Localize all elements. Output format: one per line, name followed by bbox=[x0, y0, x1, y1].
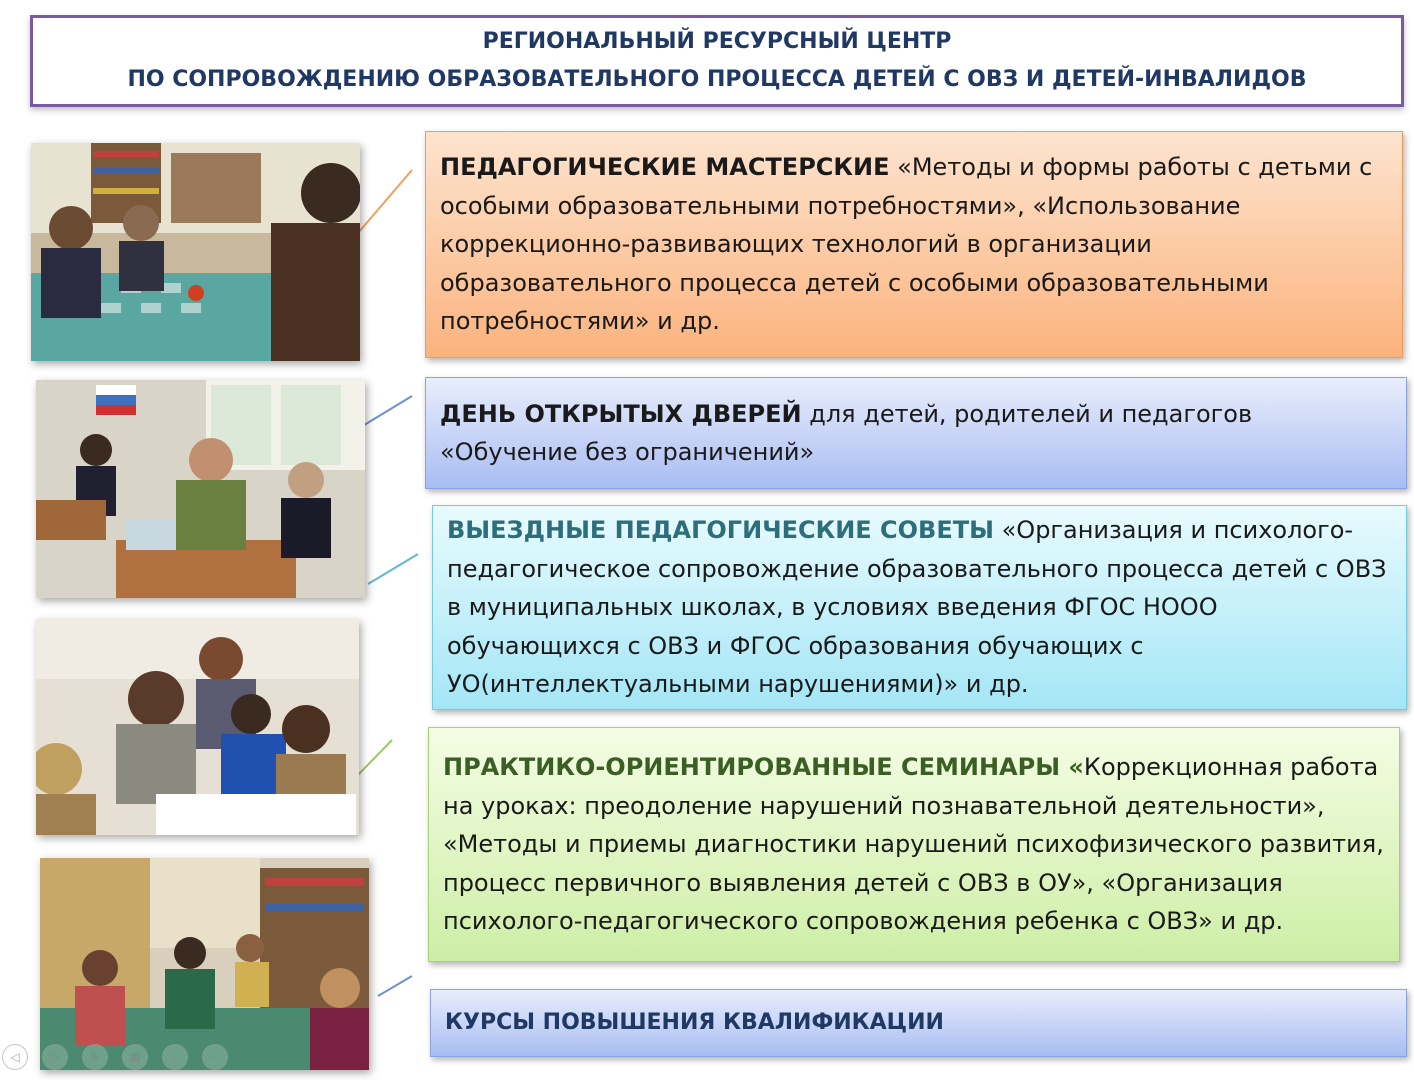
open-day-text: для детей, родителей и педагогов «Обучение без ограничений» bbox=[440, 399, 1253, 466]
photo-workshop bbox=[31, 143, 360, 361]
councils-box bbox=[432, 505, 1407, 710]
photo-seminar bbox=[40, 858, 369, 1070]
courses-box bbox=[430, 989, 1407, 1057]
seminars-heading: ПРАКТИКО-ОРИЕНТИРОВАННЫЕ СЕМИНАРЫ « bbox=[443, 753, 1084, 782]
title-line-1: РЕГИОНАЛЬНЫЙ РЕСУРСНЫЙ ЦЕНТР bbox=[482, 29, 952, 54]
seminars-box bbox=[428, 727, 1400, 962]
pen-icon[interactable]: ✎ bbox=[82, 1044, 108, 1070]
title-box bbox=[30, 15, 1404, 107]
seminars-text: Коррекционная работа на уроках: преодоление нарушений познавательной деятельности», «Методы и приемы диагностики нарушений психофизического развития, процесс первичного выявления детей с ОВЗ в ОУ», «Организация психолого-педагогического сопровождения ребенка с ОВЗ» и др. bbox=[443, 753, 1384, 936]
previous-icon[interactable]: ◁ bbox=[2, 1044, 28, 1070]
workshops-heading: ПЕДАГОГИЧЕСКИЕ МАСТЕРСКИЕ bbox=[440, 153, 890, 182]
open-day-box bbox=[425, 377, 1407, 489]
courses-heading: КУРСЫ ПОВЫШЕНИЯ КВАЛИФИКАЦИИ bbox=[445, 1009, 944, 1035]
more-icon[interactable]: ⋯ bbox=[202, 1044, 228, 1070]
workshops-text: «Методы и формы работы с детьми с особыми образовательными потребностями», «Использование коррекционно-развивающих технологий в организации образовательного процесса детей с особыми образовательными потребностями» и др. bbox=[440, 153, 1373, 336]
councils-heading: ВЫЕЗДНЫЕ ПЕДАГОГИЧЕСКИЕ СОВЕТЫ bbox=[447, 516, 994, 545]
workshops-box bbox=[425, 131, 1403, 358]
slideshow-toolbar bbox=[2, 1044, 228, 1070]
zoom-icon[interactable]: ⌕ bbox=[162, 1044, 188, 1070]
next-icon[interactable]: ▷ bbox=[42, 1044, 68, 1070]
photo-pedagogical-council bbox=[36, 619, 359, 835]
title-line-2: ПО СОПРОВОЖДЕНИЮ ОБРАЗОВАТЕЛЬНОГО ПРОЦЕССА ДЕТЕЙ С ОВЗ И ДЕТЕЙ-ИНВАЛИДОВ bbox=[127, 67, 1307, 92]
slides-icon[interactable]: ▦ bbox=[122, 1044, 148, 1070]
open-day-heading: ДЕНЬ ОТКРЫТЫХ ДВЕРЕЙ bbox=[440, 399, 802, 428]
councils-text: «Организация и психолого-педагогическое сопровождение образовательного процесса детей с ОВЗ в муниципальных школах, в условиях введения ФГОС НООО обучающихся с ОВЗ и ФГОС образования обучающих с УО(интеллектуальными нарушениями)» и др. bbox=[447, 516, 1387, 699]
photo-open-day bbox=[36, 380, 365, 598]
